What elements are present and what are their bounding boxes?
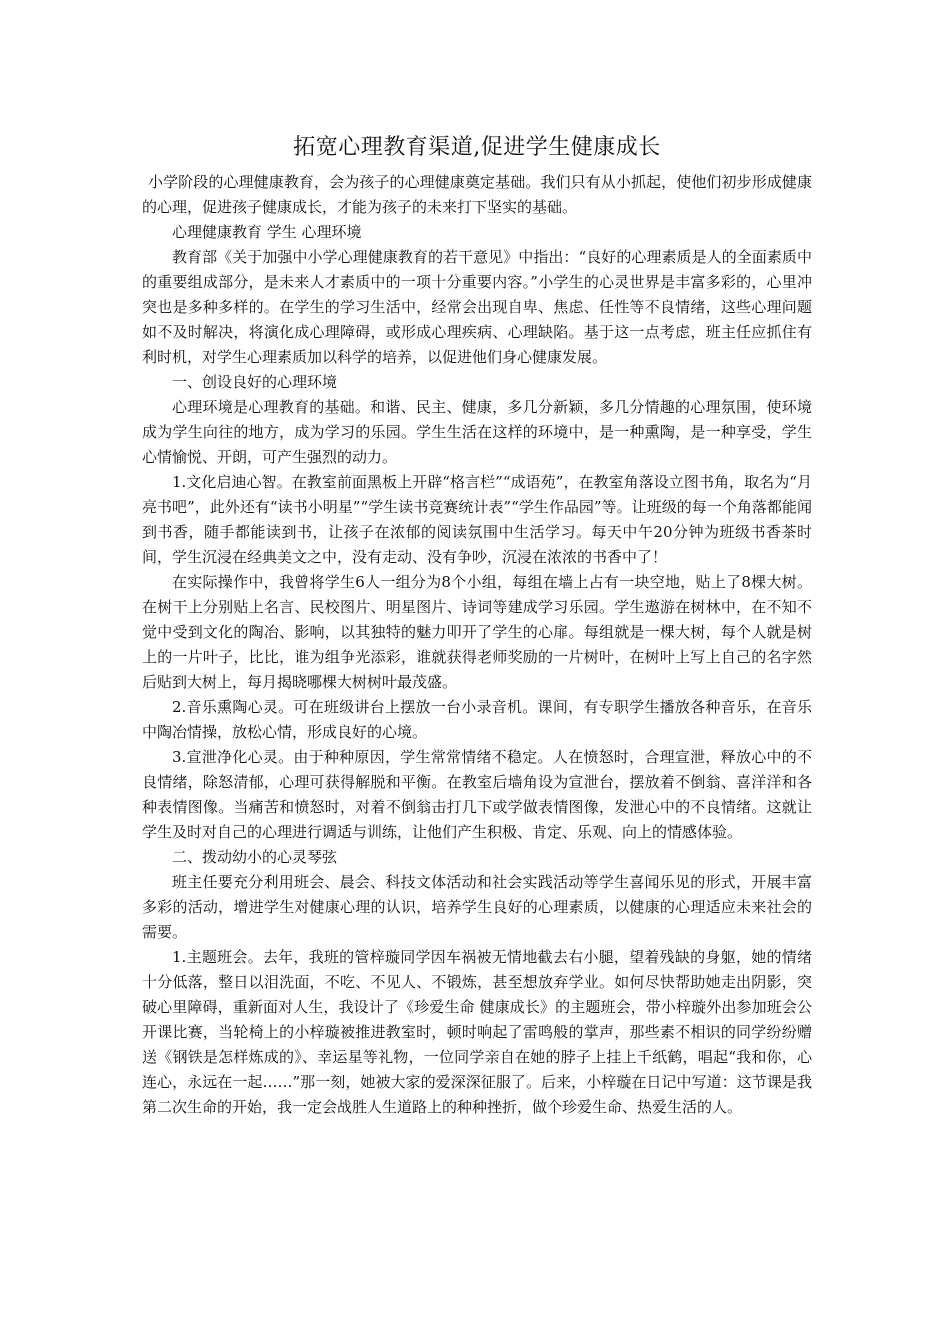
body-paragraph: 3.宣泄净化心灵。由于种种原因，学生常常情绪不稳定。人在愤怒时，合理宣泄，释放心中的不良情绪，除怒清郁，心理可获得解脱和平衡。在教室后墙角设为宣泄台，摆放着不倒翁、喜洋洋和各种表情图像。当痛苦和愤怒时，对着不倒翁击打几下或学做表情图像，发泄心中的不良情绪。这就让学生及时对自己的心理进行调适与训练，让他们产生积极、肯定、乐观、向上的情感体验。 [142,748,812,841]
section-heading-1: 一、创设良好的心理环境 [172,373,338,391]
body-paragraph: 心理环境是心理教育的基础。和谐、民主、健康，多几分新颖，多几分情趣的心理氛围，使环境成为学生向往的地方，成为学习的乐园。学生生活在这样的环境中，是一种熏陶，是一种享受，学生心情愉悦、开朗，可产生强烈的动力。 [142,398,812,466]
body-paragraph: 在实际操作中，我曾将学生6人一组分为8个小组，每组在墙上占有一块空地，贴上了8棵大树。在树干上分别贴上名言、民校图片、明星图片、诗词等建成学习乐园。学生遨游在树林中，在不知不觉中受到文化的陶冶、影响，以其独特的魅力叩开了学生的心扉。每组就是一棵大树，每个人就是树上的一片叶子，比比，谁为组争光添彩，谁就获得老师奖励的一片树叶，在树叶上写上自己的名字然后贴到大树上，每月揭晓哪棵大树树叶最茂盛。 [142,573,812,691]
abstract-paragraph: 小学阶段的心理健康教育，会为孩子的心理健康奠定基础。我们只有从小抓起，使他们初步形成健康的心理，促进孩子健康成长，才能为孩子的未来打下坚实的基础。 [142,173,812,216]
body-paragraph: 1.文化启迪心智。在教室前面黑板上开辟“格言栏”“成语苑”，在教室角落设立图书角，取名为“月亮书吧”，此外还有“读书小明星”“学生读书竞赛统计表”“学生作品园”等。让班级的每一个角落都能闻到书香，随手都能读到书，让孩子在浓郁的阅读氛围中生活学习。每天中午20分钟为班级书香茶时间，学生沉浸在经典美文之中，没有走动、没有争吵，沉浸在浓浓的书香中了！ [142,473,812,566]
body-paragraph: 1.主题班会。去年，我班的管梓璇同学因车祸被无情地截去右小腿，望着残缺的身躯，她的情绪十分低落，整日以泪洗面，不吃、不见人、不锻炼，甚至想放弃学业。如何尽快帮助她走出阴影，突破心里障碍，重新面对人生，我设计了《珍爱生命 健康成长》的主题班会，带小梓璇外出参加班会公开课比赛，当轮椅上的小梓璇被推进教室时，顿时响起了雷鸣般的掌声，那些素不相识的同学纷纷赠送《钢铁是怎样炼成的》、幸运星等礼物，一位同学亲自在她的脖子上挂上千纸鹤，唱起“我和你，心连心，永远在一起……”那一刻，她被大家的爱深深征服了。后来，小梓璇在日记中写道：这节课是我第二次生命的开始，我一定会战胜人生道路上的种种挫折，做个珍爱生命、热爱生活的人。 [142,948,812,1116]
keywords-line: 心理健康教育 学生 心理环境 [172,223,362,241]
document-page [142,128,812,1120]
body-paragraph: 2.音乐熏陶心灵。可在班级讲台上摆放一台小录音机。课间，有专职学生播放各种音乐，在音乐中陶冶情操，放松心情，形成良好的心境。 [142,698,812,741]
body-paragraph: 教育部《关于加强中小学心理健康教育的若干意见》中指出：“良好的心理素质是人的全面素质中的重要组成部分，是未来人才素质中的一项十分重要内容。”小学生的心灵世界是丰富多彩的，心里冲突也是多种多样的。在学生的学习生活中，经常会出现自卑、焦虑、任性等不良情绪，这些心理问题如不及时解决，将演化成心理障碍，或形成心理疾病、心理缺陷。基于这一点考虑，班主任应抓住有利时机，对学生心理素质加以科学的培养，以促进他们身心健康发展。 [142,248,812,366]
section-heading-2: 二、拨动幼小的心灵琴弦 [172,848,338,866]
body-paragraph: 班主任要充分利用班会、晨会、科技文体活动和社会实践活动等学生喜闻乐见的形式，开展丰富多彩的活动，增进学生对健康心理的认识，培养学生良好的心理素质，以健康的心理适应未来社会的需要。 [142,873,812,941]
document-title: 拓宽心理教育渠道,促进学生健康成长 [293,135,661,160]
